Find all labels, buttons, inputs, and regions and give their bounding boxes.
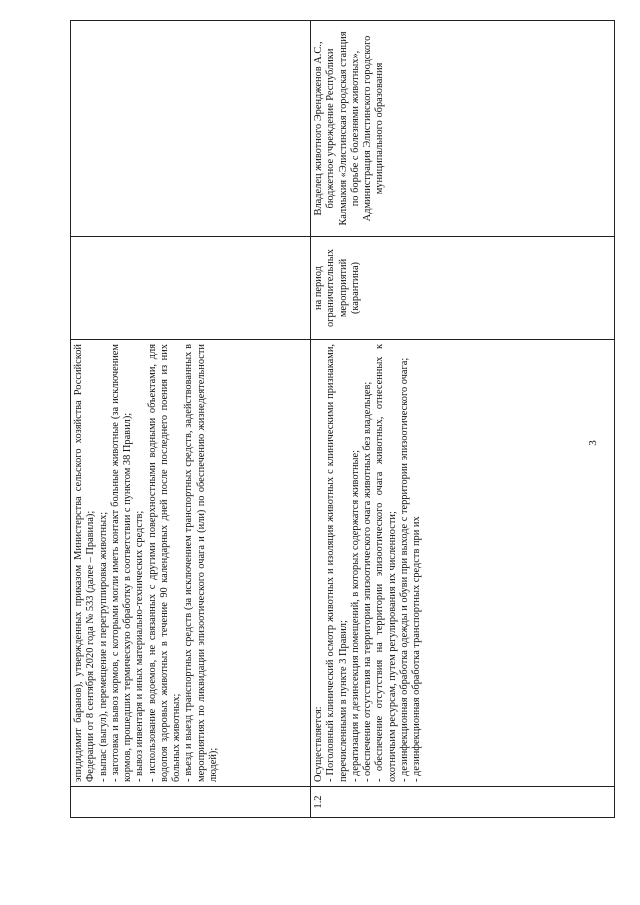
- page-number: 3: [586, 440, 599, 446]
- measure-line: - дезинфекционная обработка одежды и обуви при выходе с территории эпизоотического очага;: [398, 357, 410, 782]
- rotated-content: [70, 20, 615, 818]
- measure-line: - въезд и выезд транспортных средств (за исключением транспортных средств, задействованных в мероприятиях по ликвидации эпизоотического очага и (или) по обеспечению жизнедеятельности людей);: [183, 344, 219, 782]
- measure-line: - выпас (выгул), перемещение и перегруппировка животных;: [97, 511, 109, 782]
- measure-line: - Поголовный клинический осмотр животных и изоляция животных с клиническими признаками, перечисленными в пункте 3 Правил;: [325, 344, 349, 782]
- measure-line: Осуществляется:: [313, 706, 324, 782]
- row-number: [71, 787, 311, 818]
- measure-line: - обеспечение отсутствия на территории эпизоотического очага животных, отнесенных к охотничьим ресурсам, путем регулирования их численности;: [374, 344, 398, 782]
- responsible-cell: [71, 21, 311, 237]
- measure-line: эпидидимит баранов), утвержденных приказом Министерства сельского хозяйства Российской Федерации от 8 сентября 2020 года № 533 (далее – Правила);: [73, 344, 97, 782]
- table-row: [71, 21, 311, 818]
- measures-table: [70, 20, 615, 818]
- measures-cell: [311, 340, 615, 787]
- measure-line: - использование водоемов, не связанных с другими поверхностными водными объектами, для водопоя здоровых животных в течение 90 календарных дней после последнего поения из них больных животных;: [146, 344, 183, 782]
- measure-line: - дезинфекционная обработка транспортных средств при их: [411, 516, 423, 782]
- measure-line: - вывоз инвентаря и иных материально-технических средств;: [134, 510, 146, 782]
- row-number: 1.2: [311, 787, 615, 818]
- measure-line: - обеспечение отсутствия на территории эпизоотического очага животных без владельцев;: [362, 381, 374, 782]
- measures-cell: [71, 340, 311, 787]
- measure-line: - дератизация и дезинсекция помещений, в которых содержатся животные;: [349, 450, 361, 782]
- rotated-page: [70, 20, 615, 818]
- term-cell: на период ограничительных мероприятий (карантина): [311, 237, 615, 340]
- measure-line: - заготовка и вывоз кормов, с которыми могли иметь контакт больные животные (за исключением кормов, прошедших термическую обработку в соответствии с пунктом 38 Правил);: [109, 344, 134, 782]
- responsible-cell: Владелец животного Эрендженов А.С., бюджетное учреждение Республики Калмыкия «Элистинская городская станция по борьбе с болезнями животных», Администрация Элистинского городского муниципального образования: [311, 21, 615, 237]
- table-row: [311, 21, 615, 818]
- term-cell: [71, 237, 311, 340]
